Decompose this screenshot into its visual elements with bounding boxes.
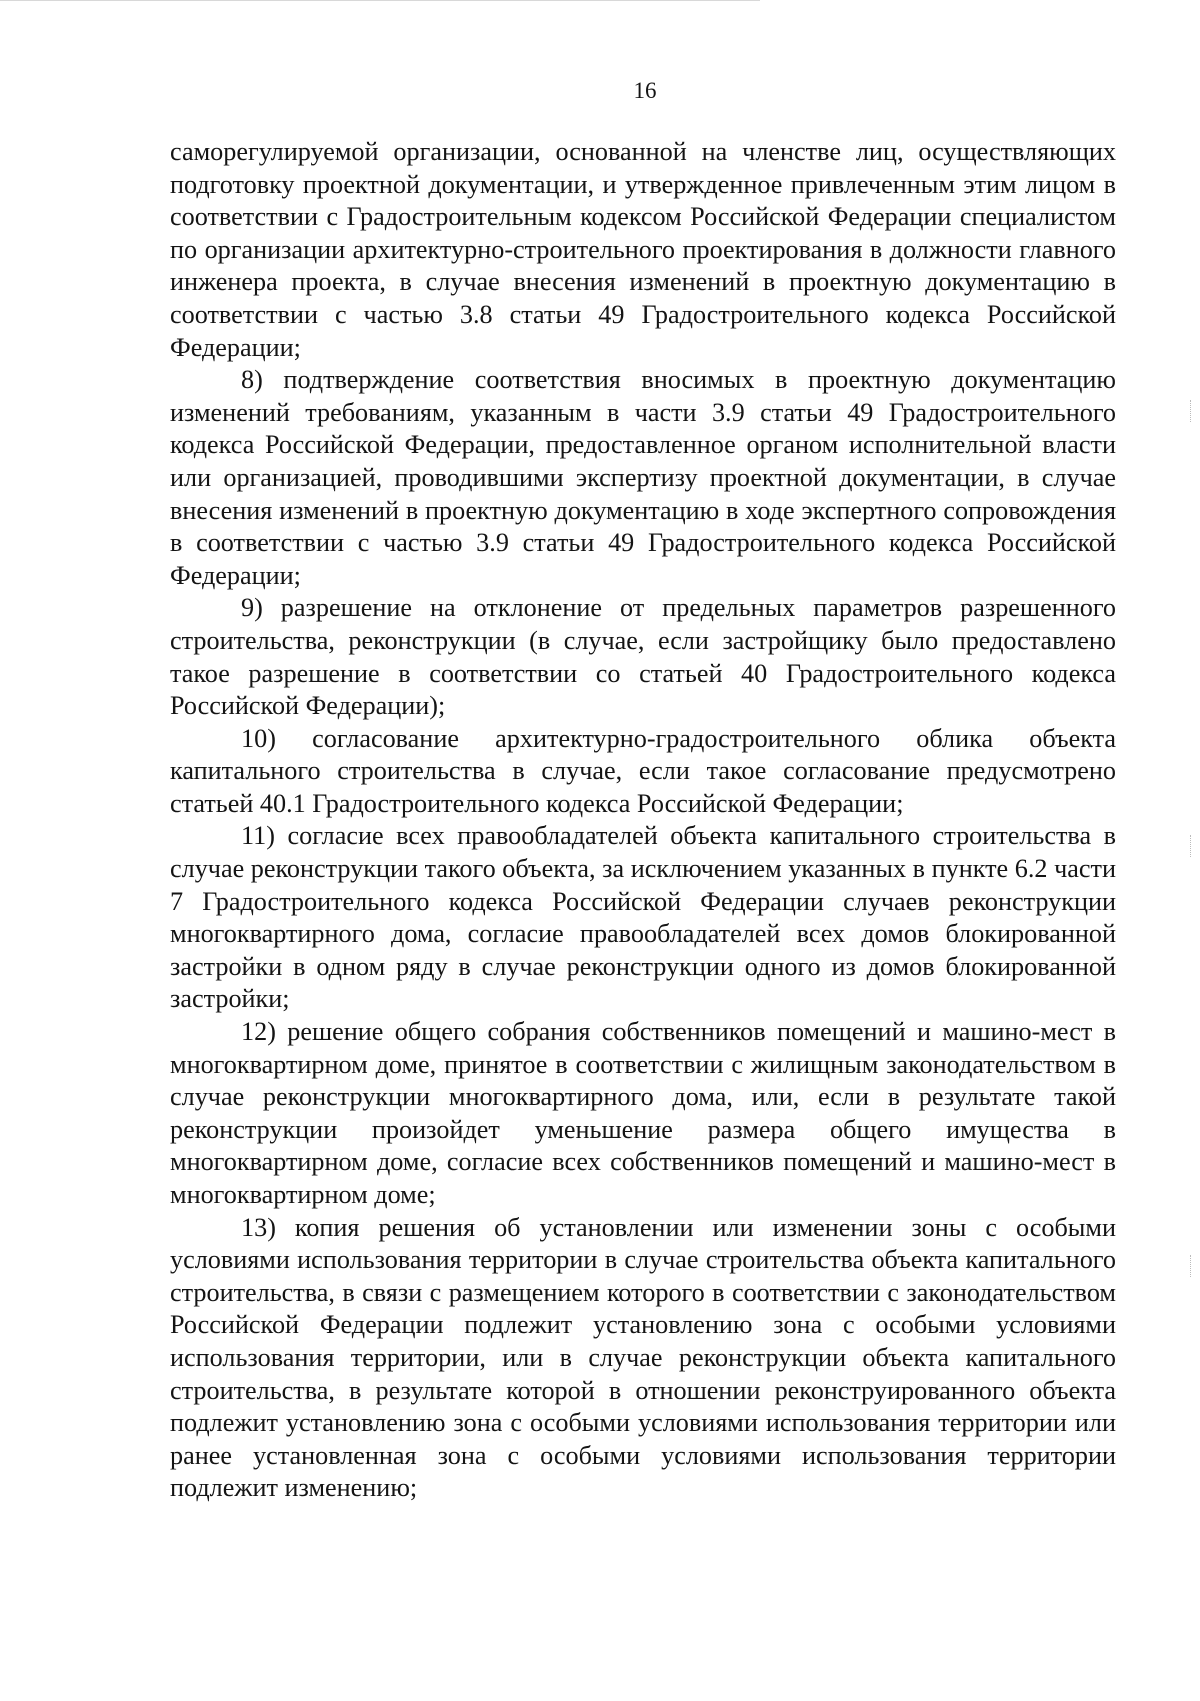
paragraph-item-8: 8) подтверждение соответствия вносимых в проектную документацию изменений требованиям, указанным в части 3.9 статьи 49 Градостроительного кодекса Российской Федерации, предоставленное органом исполнительной власти или организацией, проводившими экспертизу проектной документации, в случае внесения изменений в проектную документацию в ходе экспертного сопровождения в соответствии с частью 3.9 статьи 49 Градостроительного кодекса Российской Федерации; (170, 365, 1116, 590)
scan-edge-line (0, 0, 760, 1)
paragraph-item-11: 11) согласие всех правообладателей объекта капитального строительства в случае реконструкции такого объекта, за исключением указанных в пункте 6.2 части 7 Градостроительного кодекса Российской Федерации случаев реконструкции многоквартирного дома, согласие правообладателей всех домов блокированной застройки в одном ряду в случае реконструкции одного из домов блокированной застройки; (170, 821, 1116, 1014)
document-body (170, 136, 1116, 1505)
scan-artifact (1190, 1255, 1197, 1277)
scan-artifact (1190, 835, 1197, 857)
scan-artifact (1190, 400, 1197, 422)
paragraph-item-12: 12) решение общего собрания собственников помещений и машино-мест в многоквартирном доме, принятое в соответствии с жилищным законодательством в случае реконструкции многоквартирного дома, или, если в результате такой реконструкции произойдет уменьшение размера общего имущества в многоквартирном доме, согласие всех собственников помещений и машино-мест в многоквартирном доме; (170, 1017, 1116, 1209)
paragraph-item-10: 10) согласование архитектурно-градостроительного облика объекта капитального строительства в случае, если такое согласование предусмотрено статьей 40.1 Градостроительного кодекса Российской Федерации; (170, 723, 1116, 818)
paragraph-item-9: 9) разрешение на отклонение от предельных параметров разрешенного строительства, реконструкции (в случае, если застройщику было предоставлено такое разрешение в соответствии со статьей 40 Градостроительного кодекса Российской Федерации); (170, 593, 1116, 721)
paragraph-item-13: 13) копия решения об установлении или изменении зоны с особыми условиями использования территории в случае строительства объекта капитального строительства, в связи с размещением которого в соответствии с законодательством Российской Федерации подлежит установлению зона с особыми условиями использования территории, или в случае реконструкции объекта капитального строительства, в результате которой в отношении реконструированного объекта подлежит установлению зона с особыми условиями использования территории или ранее установленная зона с особыми условиями использования территории подлежит изменению; (170, 1212, 1116, 1503)
page-number: 16 (633, 78, 657, 103)
paragraph-continuation: саморегулируемой организации, основанной на членстве лиц, осуществляющих подготовку проектной документации, и утвержденное привлеченным этим лицом в соответствии с Градостроительным кодексом Российской Федерации специалистом по организации архитектурно-строительного проектирования в должности главного инженера проекта, в случае внесения изменений в проектную документацию в соответствии с частью 3.8 статьи 49 Градостроительного кодекса Российской Федерации; (170, 137, 1116, 362)
